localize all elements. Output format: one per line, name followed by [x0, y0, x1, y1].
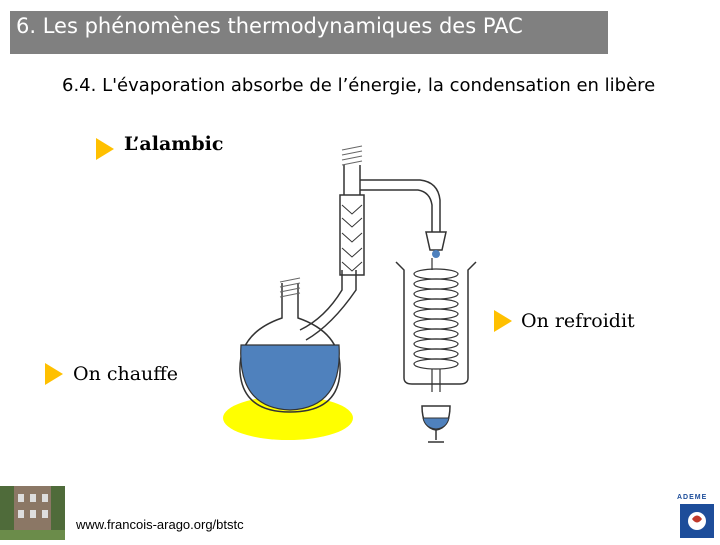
column-top-threads [342, 146, 362, 165]
side-arm [300, 270, 356, 340]
label-refroidit: On refroidit [521, 310, 635, 332]
column-packing [342, 205, 362, 271]
ademe-logo-text: ADEME [677, 494, 708, 501]
delivery-tube [360, 180, 440, 232]
slide-subtitle: 6.4. L'évaporation absorbe de l’énergie, la condensation en libère [62, 75, 656, 96]
slide-title: 6. Les phénomènes thermodynamiques des PAC [16, 14, 523, 38]
condenser-joint [426, 232, 446, 250]
cooling-coil [414, 258, 458, 392]
footer-url[interactable]: www.francois-arago.org/btstc [76, 517, 244, 532]
condenser-beaker [396, 262, 476, 384]
flask-neck-threads [280, 278, 300, 297]
label-chauffe: On chauffe [73, 363, 179, 385]
footer-building-image [0, 486, 65, 540]
glass-liquid [423, 418, 449, 429]
drop [432, 250, 440, 258]
label-alambic: L’alambic [124, 133, 224, 155]
